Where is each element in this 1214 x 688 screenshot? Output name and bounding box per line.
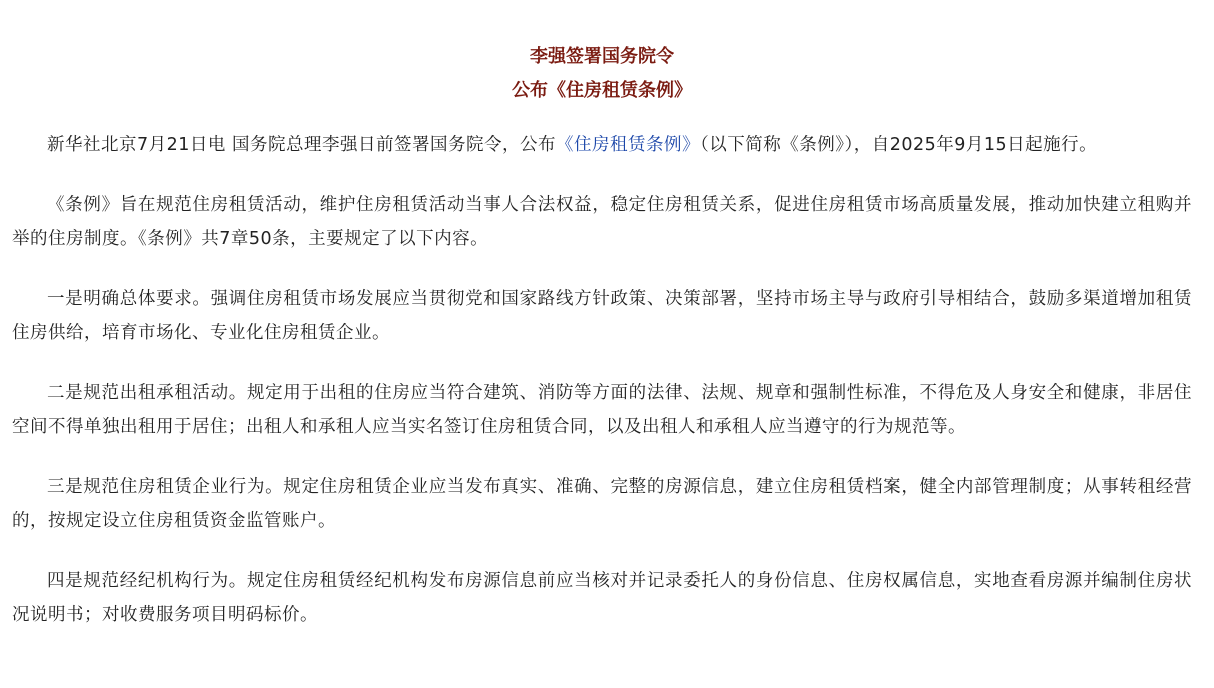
intro-text-after: （以下简称《条例》），自2025年9月15日起施行。 bbox=[699, 135, 1098, 155]
paragraph-point-2: 二是规范出租承租活动。规定用于出租的住房应当符合建筑、消防等方面的法律、法规、规章和强制性标准，不得危及人身安全和健康，非居住空间不得单独出租用于居住；出租人和承租人应当实名签订住房租赁合同，以及出租人和承租人应当遵守的行为规范等。 bbox=[12, 383, 1192, 437]
intro-text-before: 新华社北京7月21日电 国务院总理李强日前签署国务院令，公布 bbox=[47, 135, 556, 155]
paragraph-point-4: 四是规范经纪机构行为。规定住房租赁经纪机构发布房源信息前应当核对并记录委托人的身份信息、住房权属信息，实地查看房源并编制住房状况说明书；对收费服务项目明码标价。 bbox=[12, 571, 1192, 625]
paragraph-purpose: 《条例》旨在规范住房租赁活动，维护住房租赁活动当事人合法权益，稳定住房租赁关系，促进住房租赁市场高质量发展，推动加快建立租购并举的住房制度。《条例》共7章50条，主要规定了以下内容。 bbox=[12, 195, 1192, 249]
paragraph-point-3: 三是规范住房租赁企业行为。规定住房租赁企业应当发布真实、准确、完整的房源信息，建立住房租赁档案，健全内部管理制度；从事转租经营的，按规定设立住房租赁资金监管账户。 bbox=[12, 477, 1192, 531]
paragraph-point-1: 一是明确总体要求。强调住房租赁市场发展应当贯彻党和国家路线方针政策、决策部署，坚持市场主导与政府引导相结合，鼓励多渠道增加租赁住房供给，培育市场化、专业化住房租赁企业。 bbox=[12, 289, 1192, 343]
article-title: 李强签署国务院令 bbox=[530, 46, 674, 67]
regulation-link[interactable]: 《住房租赁条例》 bbox=[555, 135, 700, 155]
paragraph-intro bbox=[12, 128, 1192, 162]
article-subtitle: 公布《住房租赁条例》 bbox=[512, 80, 692, 101]
